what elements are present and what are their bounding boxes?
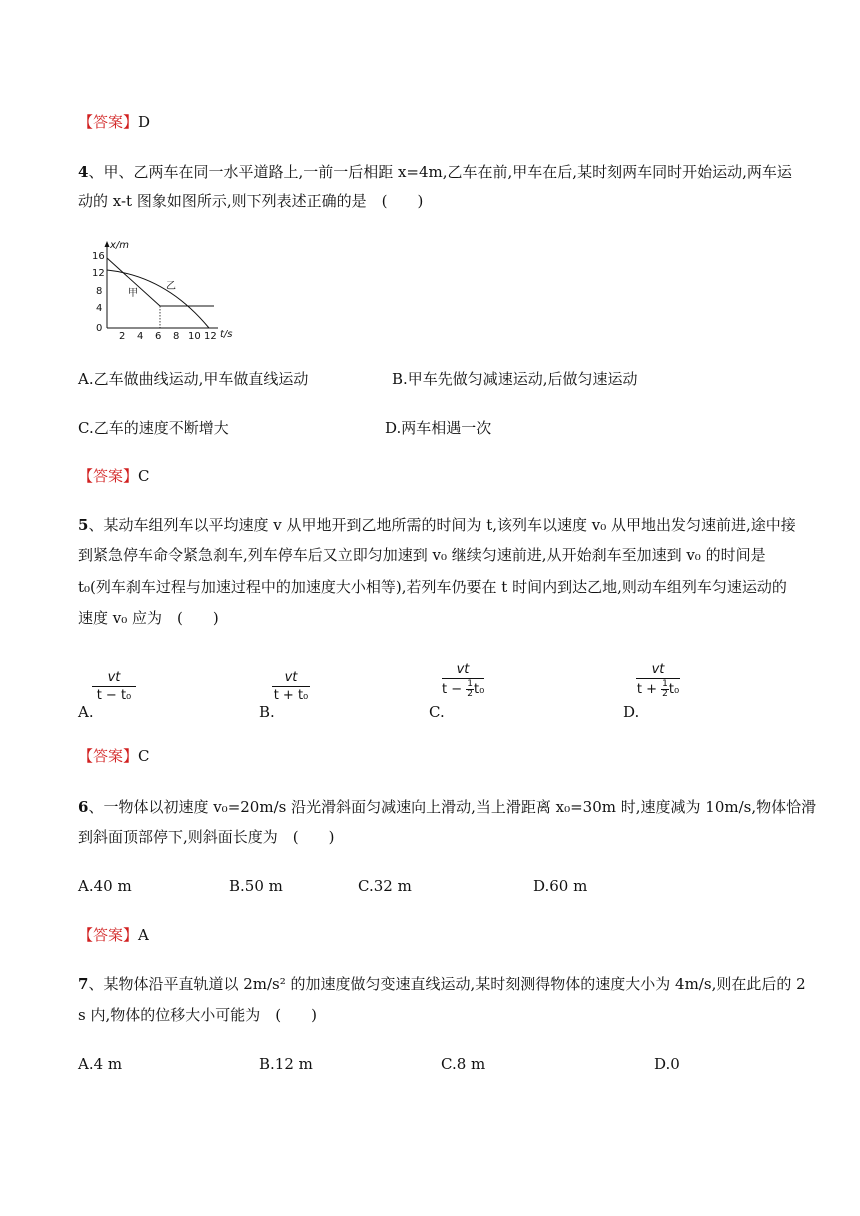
question-number: 7 <box>78 975 89 993</box>
answer-4 <box>78 466 150 486</box>
x-axis-label: t/s <box>220 329 233 340</box>
question-number: 6 <box>78 798 89 816</box>
answer-3 <box>78 112 150 132</box>
q6-option-b: B.50 m <box>229 877 283 895</box>
half-top: 1 <box>662 679 668 689</box>
question-5-line-3: t₀(列车刹车过程与加速过程中的加速度大小相等),若列车仍要在 t 时间内到达乙地,则动车组列车匀速运动的 <box>78 578 787 596</box>
denominator-suffix: t₀ <box>668 682 680 697</box>
answer-value: C <box>138 467 150 485</box>
denominator-prefix: t − <box>442 682 467 697</box>
fraction-bar <box>272 686 310 687</box>
answer-6 <box>78 925 149 945</box>
numerator: vt <box>456 662 470 677</box>
q5-option-a-fraction <box>92 670 136 703</box>
question-4-line-1 <box>78 162 792 182</box>
question-text: 、某物体沿平直轨道以 2m/s² 的加速度做匀变速直线运动,某时刻测得物体的速度大小为 4m/s,则在此后的 2 <box>88 975 806 993</box>
denominator <box>636 680 680 699</box>
q7-option-a: A.4 m <box>78 1055 123 1073</box>
q5-option-b-label: B. <box>259 703 275 721</box>
y-axis-arrow <box>105 241 110 247</box>
question-6-line-2: 到斜面顶部停下,则斜面长度为 ( ) <box>78 828 335 846</box>
fraction-bar <box>442 678 484 679</box>
q5-option-c-label: C. <box>429 703 445 721</box>
question-number: 4 <box>78 163 89 181</box>
yi-curve <box>107 270 209 328</box>
xt-graph <box>86 238 236 344</box>
question-7-line-2: s 内,物体的位移大小可能为 ( ) <box>78 1006 317 1024</box>
y-tick-0: 0 <box>96 323 103 334</box>
q5-option-d-label: D. <box>623 703 640 721</box>
x-tick-12: 12 <box>204 331 217 342</box>
q5-option-b-fraction <box>272 670 310 703</box>
denominator: t − t₀ <box>96 688 132 703</box>
y-tick-16: 16 <box>92 251 105 262</box>
q4-option-b: B.甲车先做匀减速运动,后做匀速运动 <box>392 370 638 388</box>
numerator: vt <box>651 662 665 677</box>
answer-tag: 【答案】 <box>78 467 139 485</box>
fraction-bar <box>92 686 136 687</box>
half-bottom: 2 <box>662 689 668 699</box>
answer-value: C <box>138 747 150 765</box>
q7-option-c: C.8 m <box>441 1055 486 1073</box>
question-5-line-4: 速度 v₀ 应为 ( ) <box>78 609 219 627</box>
q4-option-a: A.乙车做曲线运动,甲车做直线运动 <box>78 370 309 388</box>
q6-option-c: C.32 m <box>358 877 412 895</box>
x-tick-2: 2 <box>119 331 126 342</box>
answer-value: D <box>138 113 151 131</box>
denominator-suffix: t₀ <box>474 682 485 697</box>
q7-option-b: B.12 m <box>259 1055 313 1073</box>
numerator: vt <box>284 670 298 685</box>
q4-option-d: D.两车相遇一次 <box>385 419 492 437</box>
fraction-bar <box>636 678 680 679</box>
x-tick-4: 4 <box>137 331 144 342</box>
denominator-prefix: t + <box>636 682 662 697</box>
q5-option-c-fraction <box>442 662 484 699</box>
y-tick-4: 4 <box>96 303 103 314</box>
answer-tag: 【答案】 <box>78 926 139 944</box>
question-6-line-1 <box>78 797 816 817</box>
y-axis-label: x/m <box>110 240 130 251</box>
question-text: 、甲、乙两车在同一水平道路上,一前一后相距 x=4m,乙车在前,甲车在后,某时刻两车同时开始运动,两车运 <box>88 163 792 181</box>
question-number: 5 <box>78 516 89 534</box>
question-text: 、一物体以初速度 v₀=20m/s 沿光滑斜面匀减速向上滑动,当上滑距离 x₀=30m 时,速度减为 10m/s,物体恰滑 <box>88 798 817 816</box>
q6-option-a: A.40 m <box>78 877 132 895</box>
question-7-line-1 <box>78 974 806 994</box>
label-jia: 甲 <box>128 288 138 299</box>
half-fraction <box>661 680 669 699</box>
y-tick-8: 8 <box>96 286 103 297</box>
q7-option-d: D.0 <box>654 1055 680 1073</box>
answer-5 <box>78 746 150 766</box>
q5-option-a-label: A. <box>78 703 94 721</box>
x-tick-10: 10 <box>188 331 201 342</box>
q5-option-d-fraction <box>636 662 680 699</box>
answer-tag: 【答案】 <box>78 747 139 765</box>
question-5-line-1 <box>78 515 796 535</box>
question-text: 、某动车组列车以平均速度 v 从甲地开到乙地所需的时间为 t,该列车以速度 v₀ 从甲地出发匀速前进,途中接 <box>88 516 796 534</box>
answer-tag: 【答案】 <box>78 113 139 131</box>
x-tick-8: 8 <box>173 331 180 342</box>
q4-option-c: C.乙车的速度不断增大 <box>78 419 229 437</box>
half-top: 1 <box>467 679 473 689</box>
half-fraction <box>466 680 474 699</box>
q6-option-d: D.60 m <box>533 877 588 895</box>
x-tick-6: 6 <box>155 331 162 342</box>
denominator <box>442 680 484 699</box>
label-yi: 乙 <box>166 281 176 292</box>
answer-value: A <box>138 926 149 944</box>
question-5-line-2: 到紧急停车命令紧急刹车,列车停车后又立即匀加速到 v₀ 继续匀速前进,从开始刹车至加速到 v₀ 的时间是 <box>78 546 766 564</box>
denominator: t + t₀ <box>273 688 309 703</box>
y-tick-12: 12 <box>92 268 105 279</box>
half-bottom: 2 <box>467 689 473 699</box>
question-4-line-2: 动的 x-t 图象如图所示,则下列表述正确的是 ( ) <box>78 192 424 210</box>
numerator: vt <box>107 670 121 685</box>
